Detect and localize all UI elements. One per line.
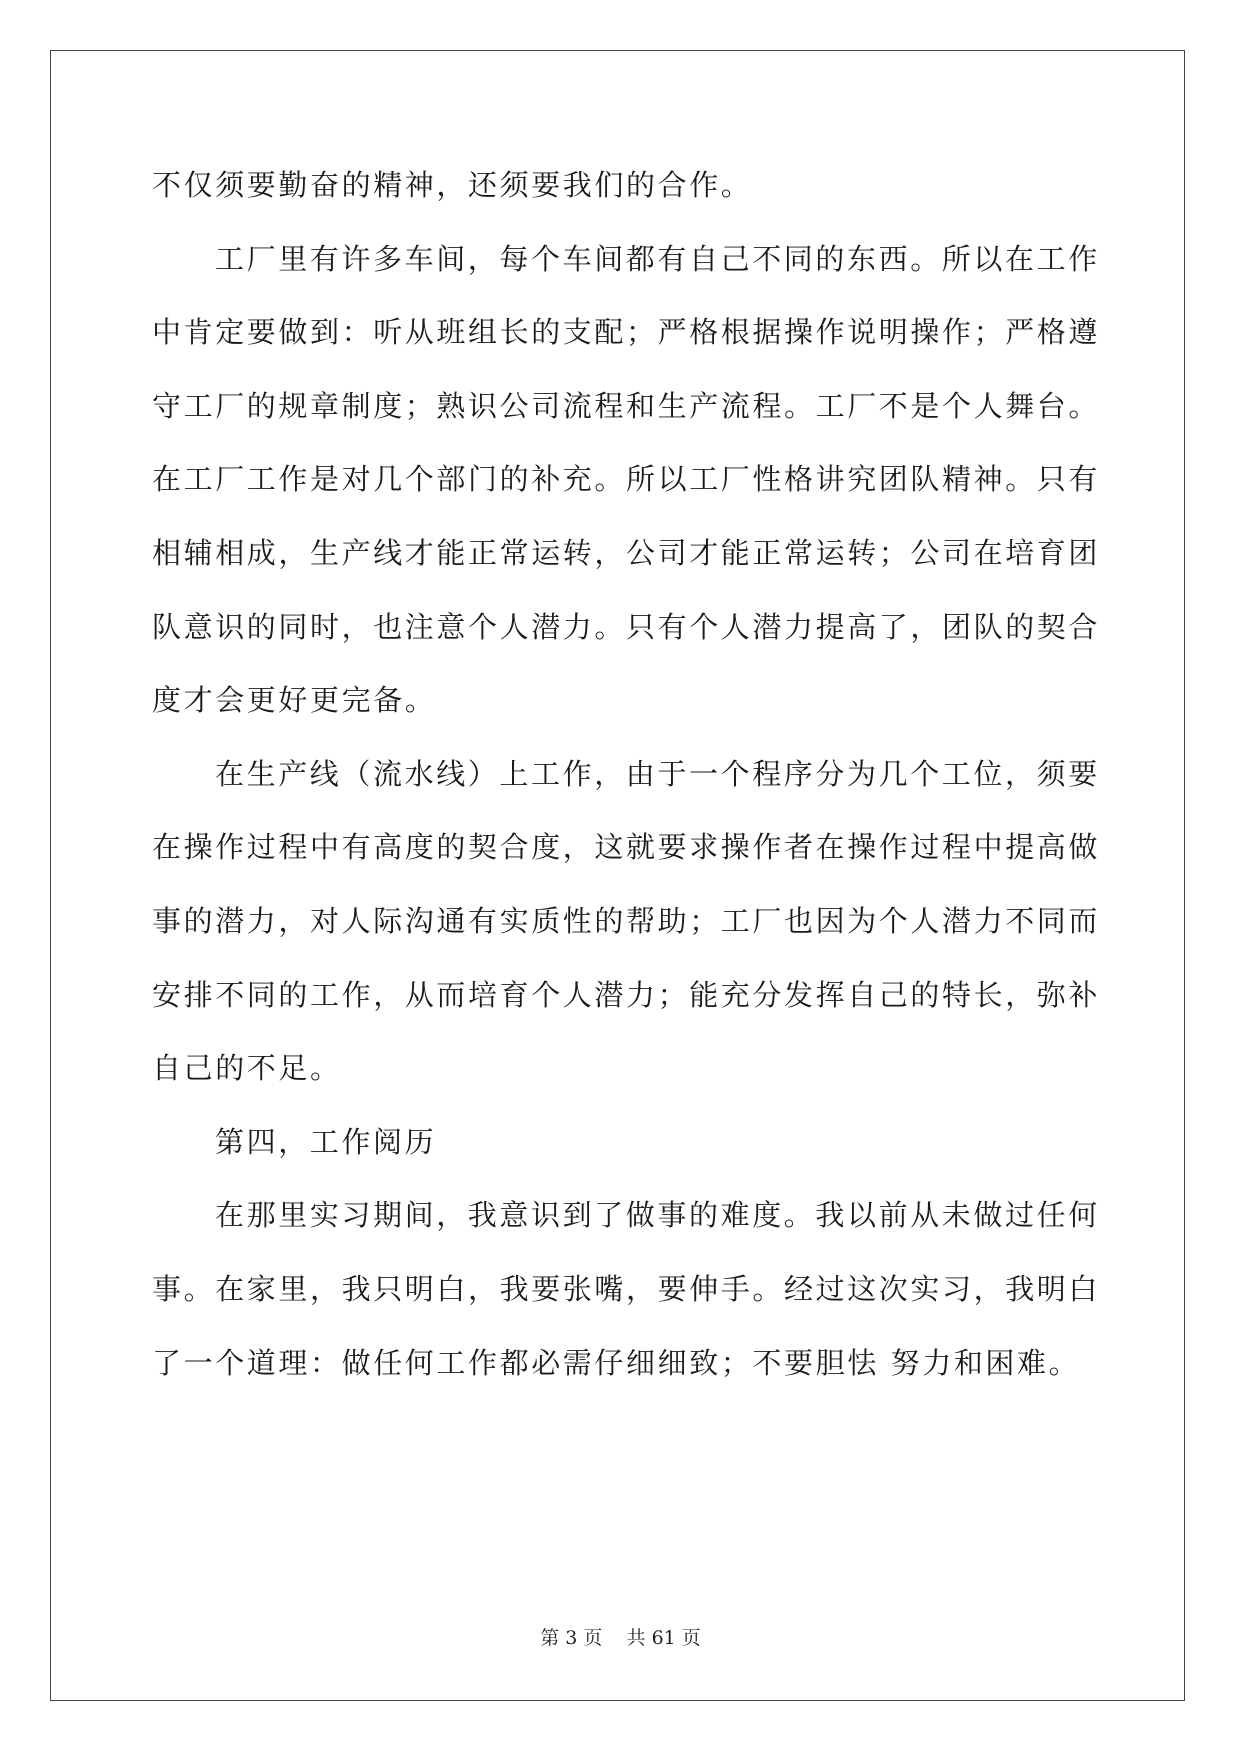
text-line: 相辅相成，生产线才能正常运转，公司才能正常运转；公司在培育团 — [152, 536, 1101, 570]
page-number-footer: 第 3 页 共 61 页 — [540, 1627, 701, 1649]
text-line: 在工厂工作是对几个部门的补充。所以工厂性格讲究团队精神。只有 — [152, 462, 1101, 497]
text-line: 安排不同的工作，从而培育个人潜力；能充分发挥自己的特长，弥补 — [152, 977, 1101, 1012]
text-line: 不仅须要勤奋的精神，还须要我们的合作。 — [152, 168, 753, 202]
text-line: 在那里实习期间，我意识到了做事的难度。我以前从未做过任何 — [215, 1198, 1100, 1233]
text-line: 在操作过程中有高度的契合度，这就要求操作者在操作过程中提高做 — [152, 830, 1101, 865]
text-line: 守工厂的规章制度；熟识公司流程和生产流程。工厂不是个人舞台。 — [152, 388, 1101, 423]
text-line: 事的潜力，对人际沟通有实质性的帮助；工厂也因为个人潜力不同而 — [152, 904, 1101, 938]
page-border — [50, 50, 1185, 1701]
text-line: 自己的不足。 — [152, 1051, 342, 1086]
text-line: 中肯定要做到：听从班组长的支配；严格根据操作说明操作；严格遵 — [152, 315, 1101, 350]
text-line: 了一个道理：做任何工作都必需仔细细致；不要胆怯 努力和困难。 — [152, 1345, 1081, 1380]
text-line: 在生产线（流水线）上工作，由于一个程序分为几个工位，须要 — [215, 756, 1100, 791]
section-heading: 第四，工作阅历 — [215, 1124, 437, 1159]
text-line: 队意识的同时，也注意个人潜力。只有个人潜力提高了，团队的契合 — [152, 609, 1101, 644]
text-line: 事。在家里，我只明白，我要张嘴，要伸手。经过这次实习，我明白 — [152, 1272, 1101, 1306]
text-line: 工厂里有许多车间，每个车间都有自己不同的东西。所以在工作 — [215, 241, 1100, 276]
text-line: 度才会更好更完备。 — [152, 683, 437, 718]
